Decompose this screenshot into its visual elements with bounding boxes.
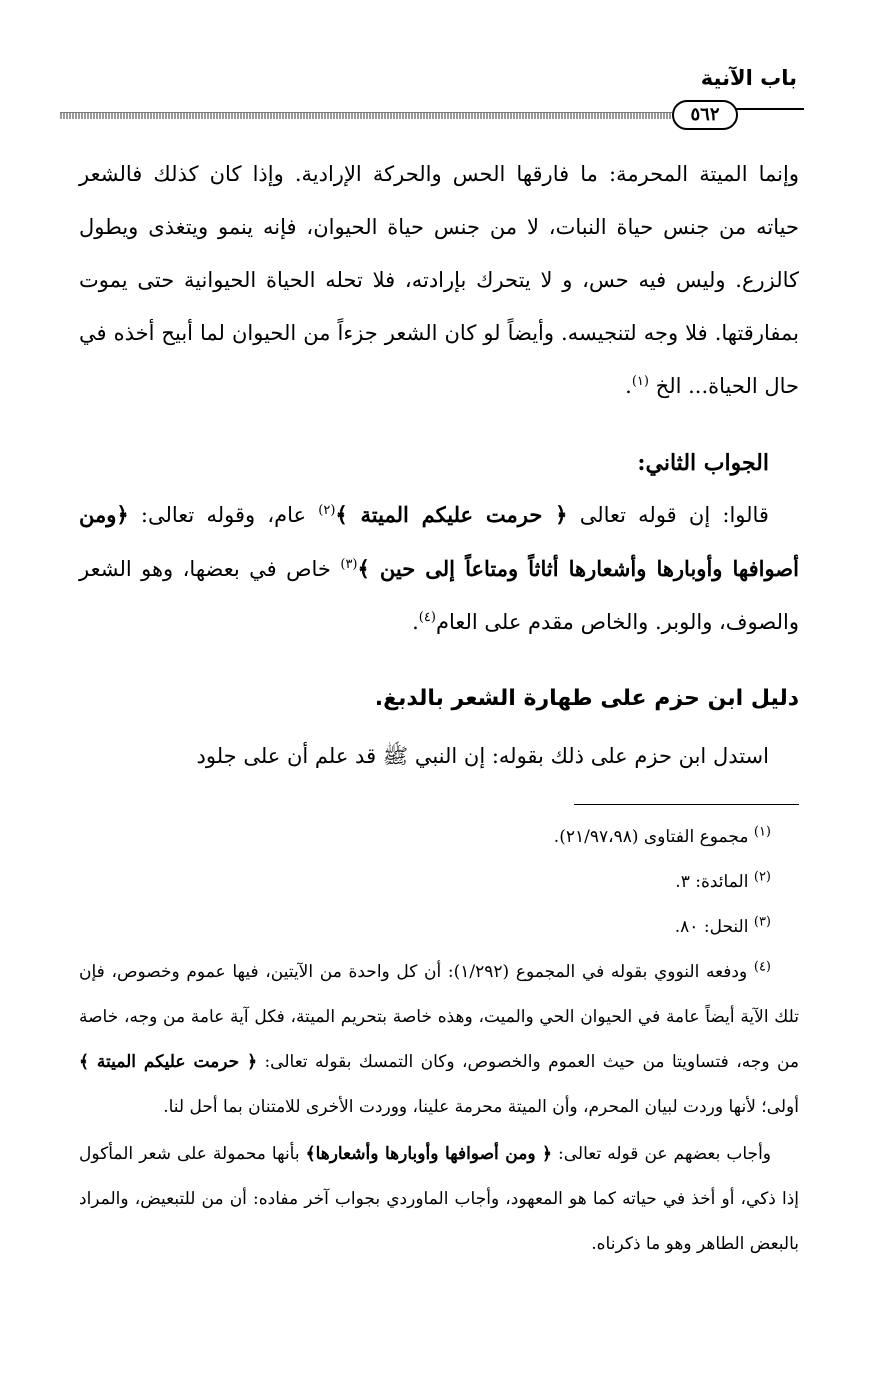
footnote-ref-2: (٢): [318, 503, 336, 518]
page-number: ٥٦٢: [672, 100, 738, 130]
paragraph-text: استدل ابن حزم على ذلك بقوله: إن النبي ﷺ قد علم أن على جلود: [196, 744, 769, 768]
footnote-separator: [574, 804, 799, 805]
header-rule-left: [60, 112, 672, 119]
footnote-verse: ﴿ ومن أصوافها وأوبارها وأشعارها﴾: [305, 1144, 553, 1164]
answer-heading: الجواب الثاني:: [637, 450, 769, 476]
footnote-3: $^{(٣)}$ النحل: ٨٠.: [674, 914, 771, 937]
footnote-ref-1: (١): [631, 374, 649, 389]
footnotes: [79, 815, 799, 1267]
paragraph-ibn-hazm: [79, 730, 799, 783]
footnote-verse: ﴿ حرمت عليكم الميتة ﴾: [79, 1052, 258, 1072]
footnote-ref-3: (٣): [340, 557, 358, 572]
paragraph-mid: عام، وقوله تعالى:: [140, 503, 307, 527]
section-heading: دليل ابن حزم على طهارة الشعر بالدبغ.: [374, 686, 799, 711]
paragraph-text: وإنما الميتة المحرمة: ما فارقها الحس والحركة الإرادية. وإذا كان كذلك فالشعر حياته من جنس حياة النبات، لا من جنس حياة الحيوان، فإنه ينمو ويتغذى ويطول كالزرع. وليس فيه حس، و لا يتحرك بإرادته، فلا تحله الحياة الحيوانية حتى يموت بمفارقتها. فلا وجه لتنجيسه. وأيضاً لو كان الشعر جزءاً من الحيوان لما أبيح أخذه في حال الحياة... الخ: [79, 162, 799, 398]
footnote-ref-4: (٤): [418, 610, 436, 625]
quran-verse-nahl: ﴿ومن أصوافها وأوبارها وأشعارها أثاثاً ومتاعاً إلى حين ﴾: [79, 502, 799, 581]
paragraph-rest: خاص في بعضها، وهو الشعر والصوف، والوبر. والخاص مقدم على العام: [79, 557, 799, 634]
paragraph-intro: قالوا: إن قوله تعالى: [579, 503, 769, 527]
footnote-1: $^{(١)}$ مجموع الفتاوى (٢١/٩٧،٩٨).: [553, 824, 771, 847]
footnote-4-continuation: وأجاب بعضهم عن قوله تعالى: ﴿ ومن أصوافها وأوبارها وأشعارها﴾ بأنها محمولة على شعر المأكول إذا ذكي، أو أخذ في حياته كما هو المعهود، وأجاب الماوردي بجواب آخر مفاده: أن من للتبعيض، والمراد بالبعض الطاهر وهو ما ذكرناه.: [79, 1144, 799, 1254]
paragraph-ibn-taymiyyah-quote: وإنما الميتة المحرمة: ما فارقها الحس والحركة الإرادية. وإذا كان كذلك فالشعر حياته من جنس حياة النبات، لا من جنس حياة الحيوان، فإنه ينمو ويتغذى ويطول كالزرع. وليس فيه حس، و لا يتحرك بإرادته، فلا تحله الحياة الحيوانية حتى يموت بمفارقتها. فلا وجه لتنجيسه. وأيضاً لو كان الشعر جزءاً من الحيوان لما أبيح أخذه في حال الحياة... الخ $^{(١)}$.: [79, 162, 799, 398]
footnote-2: $^{(٢)}$ المائدة: ٣.: [675, 869, 771, 892]
running-title: باب الآنية: [700, 66, 797, 90]
footnote-4: $^{(٤)}$ ودفعه النووي بقوله في المجموع (١/٢٩٢): أن كل واحدة من الآيتين، فيها عموم وخصوص، فإن تلك الآية أيضاً عامة في الحيوان الحي والميت، وهذه خاصة بتحريم الميتة، فكل آية عامة من وجه، خاصة من وجه، فتساويتا من حيث العموم والخصوص، وكان التمسك بقوله تعالى: ﴿ حرمت عليكم الميتة ﴾ أولى؛ لأنها وردت لبيان المحرم، وأن الميتة محرمة علينا، ووردت الأخرى للامتنان بما أحل لنا.: [79, 959, 799, 1117]
paragraph-second-answer: قالوا: إن قوله تعالى ﴿ حرمت عليكم الميتة ﴾$^{(٢)}$ عام، وقوله تعالى: ﴿ومن أصوافها وأوبارها وأشعارها أثاثاً ومتاعاً إلى حين ﴾$^{(٣)}$ خاص في بعضها، وهو الشعر والصوف، والوبر. والخاص مقدم على العام$^{(٤)}$.: [79, 502, 799, 634]
header-rule-right: [734, 108, 804, 110]
quran-verse-maidah: ﴿ حرمت عليكم الميتة ﴾: [335, 502, 568, 527]
